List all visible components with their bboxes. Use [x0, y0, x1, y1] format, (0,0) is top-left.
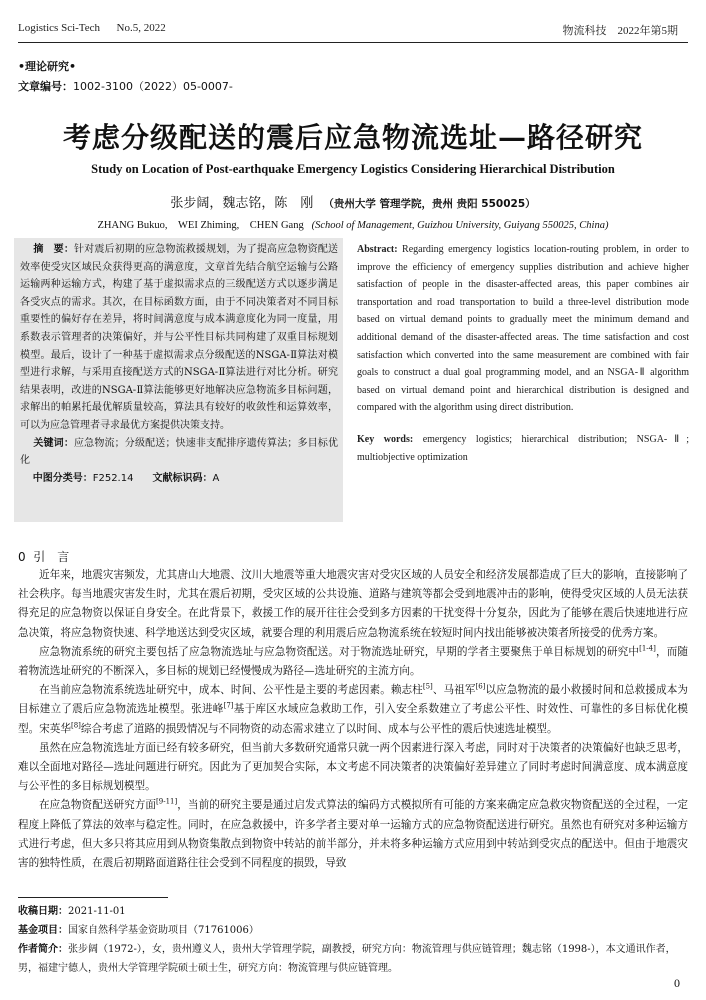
received-date: 2021-11-01	[68, 906, 126, 917]
body-paragraph-3	[18, 681, 688, 739]
keywords-en	[357, 431, 689, 466]
journal-name-zh: 物流科技	[562, 25, 607, 37]
p3-text-a: 在当前应急物流系统选址研究中，成本、时间、公平性是主要的考虑因素。赖志柱	[39, 684, 423, 697]
classification-line	[20, 470, 338, 488]
body-paragraph-4: 虽然在应急物流选址方面已经有较多研究，但当前大多数研究通常只就一两个因素进行深入考虑，同时对于决策者的决策偏好也缺乏思考，难以全面地对路径—选址问题进行研究。因此为了更加契合实际，本文考虑不同决策者的决策偏好差异建立了同时考虑时间满意度、成本满意度与公平性的多目标规划模型。	[18, 741, 688, 793]
footnote-author	[18, 940, 688, 978]
footnotes	[18, 902, 688, 978]
authors-en: ZHANG Bukuo, WEI Zhiming, CHEN Gang	[97, 220, 304, 231]
clc-label: 中图分类号：	[32, 472, 93, 484]
p2-text-b: ，而随着物流选址研究的不断深入，多目标的规划已经慢慢成为路径—选址研究的主流方向。	[18, 645, 689, 678]
section-label: •理论研究•	[18, 60, 77, 73]
received-label: 收稿日期：	[18, 906, 68, 917]
citation: [7]	[223, 701, 234, 710]
footnote-fund	[18, 921, 688, 940]
author-label: 作者简介：	[18, 944, 68, 955]
fund-text: 国家自然科学基金资助项目（71761006）	[68, 925, 259, 936]
abstract-zh-label: 摘 要：	[33, 244, 74, 255]
affiliation-zh: （贵州大学 管理学院，贵州 贵阳 550025）	[323, 198, 536, 210]
section-heading-intro	[18, 548, 69, 565]
citation: [9-11]	[156, 797, 178, 806]
issue-en: No.5, 2022	[116, 22, 166, 34]
authors-en-line	[0, 217, 706, 232]
author-text: 张步阔（1972-），女，贵州遵义人，贵州大学管理学院，副教授，研究方向：物流管理与供应链管理；魏志铭（1998-），本文通讯作者，男，福建宁德人，贵州大学管理学院硕士硕士生，研究方向：物流管理与供应链管理。	[18, 944, 676, 974]
section-title: 引 言	[33, 550, 70, 564]
abstract-zh-paragraph	[20, 241, 338, 435]
keywords-en-text: emergency logistics; hierarchical distribution; NSGA-Ⅱ; multiobjective optimization	[357, 433, 689, 463]
article-number-label: 文章编号：	[18, 80, 73, 93]
page-number: 0	[674, 976, 680, 990]
fund-label: 基金项目：	[18, 925, 68, 936]
body-text	[18, 566, 688, 873]
doc-code-label: 文献标识码：	[152, 472, 213, 484]
abstract-en-paragraph	[357, 241, 689, 417]
issue-zh: 2022年第5期	[617, 25, 678, 37]
p2-text-a: 应急物流系统的研究主要包括了应急物流选址与应急物资配送。对于物流选址研究，早期的学者主要聚焦于单目标规划的研究中	[39, 645, 640, 658]
abstract-en	[357, 241, 689, 466]
abstract-en-text: Regarding emergency logistics location-routing problem, in order to improve the efficiency of emergency supplies distribution and achieve higher satisfaction of people in the disaster-affected areas, this paper combines air transportation and road transportation to build a three-level distribution mode based on virtual demand points to gradually meet the minimum demand and additional demand of the disaster-affected areas. The time satisfaction and cost satisfaction which converted into the same measurement are combined with fair goals to construct a dual goal programming model, and an NSGA-Ⅱ algorithm based on virtual demand point and hierarchical distribution is designed and compared with the algorithm using direct distribution.	[357, 244, 689, 414]
keywords-en-label: Key words:	[357, 433, 414, 445]
authors-zh-line	[0, 192, 706, 211]
body-paragraph-1: 近年来，地震灾害频发，尤其唐山大地震、汶川大地震等重大地震灾害对受灾区域的人员安全和经济发展都造成了巨大的影响，直接影响了社会秩序。每当地震灾害发生时，尤其在震后初期，受灾区域的公共设施、道路与建筑等都会受到地震冲击的影响，使得受灾区域的人员无法获得充足的应急物资以保证自身安全。在此背景下，救援工作的展开往往会受到多方因素的干扰变得十分复杂，因此为了能够在震后快速地进行应急决策，将应急物资快速、科学地送达到受灾区域，就要合理的利用震后应急物流系统在较短时间内找出能够被决策者所接受的优秀方案。	[18, 569, 688, 639]
running-header-left	[18, 22, 166, 34]
header-rule	[18, 42, 688, 43]
title-zh: 考虑分级配送的震后应急物流选址—路径研究	[62, 121, 643, 154]
footnote-received	[18, 902, 688, 921]
keywords-zh	[20, 435, 338, 470]
citation: [5]	[422, 682, 433, 691]
article-number	[18, 78, 233, 94]
p5-text-b: ，当前的研究主要是通过启发式算法的编码方式模拟所有可能的方案来确定应急救灾物资配送的全过程，一定程度上降低了算法的效率与稳定性。同时，在应急救援中，许多学者主要对单一运输方式的应急物资配送进行研究。虽然也有研究对多种运输方式进行考虑，但大多只将其应用到从物资集散点到物资中转站的前半部分，并未将多种运输方式应用到中转站到受灾点的配送中。但由于地震灾害的独特性质，在震后初期路面道路往往会受到不同程度的损毁，导致	[18, 799, 688, 870]
running-header-right	[563, 22, 679, 38]
keywords-zh-label: 关键词：	[33, 437, 74, 449]
footnote-rule	[18, 897, 168, 898]
p5-text-a: 在应急物资配送研究方面	[39, 799, 157, 812]
p3-text-e: 综合考虑了道路的损毁情况与不同物资的动态需求建立了以时间、成本与公平性的震后快速选址模型。	[80, 722, 558, 735]
citation: [8]	[70, 721, 81, 730]
article-number-value: 1002-3100（2022）05-0007-	[73, 80, 233, 93]
authors-zh: 张步阔，魏志铭，陈 刚	[170, 196, 314, 211]
citation: [1-4]	[639, 644, 656, 653]
abstract-zh-text: 针对震后初期的应急物流救援规划，为了提高应急物资配送效率使受灾区域民众获得更高的满意度，文章首先结合航空运输与公路运输两种运输方式，构建了基于虚拟需求点的三级配送方式以逐步满足各受灾点的需求。其次，在目标函数方面，由于不同决策者对不同目标重要性的偏好存在差异，将时间满意度与成本满意度化为同一度量，用系数表示管理者的决策偏好，并与公平性目标共同构建了双重目标规划模型。最后，设计了一种基于虚拟需求点分级配送的NSGA-Ⅱ算法对模型进行求解，与采用直接配送方式的NSGA-Ⅱ算法进行对比分析。研究结果表明，改进的NSGA-Ⅱ算法能够更好地解决应急物流多目标问题，求解出的帕累托最优解质量较高，算法具有较好的收敛性和运算效率，可以为应急管理者寻求最优方案提供决策支持。	[20, 244, 339, 431]
abstract-zh	[20, 241, 338, 487]
p3-text-d: 基于库区水域应急救助工作，引入安全系数建立了考虑公平性、时效性、可靠性的多目标优化模型。宋英华	[18, 703, 689, 735]
body-paragraph-5	[18, 796, 688, 873]
section-number: 0	[18, 550, 26, 564]
affiliation-en: (School of Management, Guizhou University, Guiyang 550025, China)	[311, 220, 609, 231]
citation: [6]	[475, 682, 486, 691]
p3-text-b: 、马祖军	[432, 684, 476, 697]
body-paragraph-2	[18, 643, 688, 681]
p3-text-c: 以应急物流的最小救援时间和总救援成本为目标建立了震后应急物流选址模型。张进峰	[18, 684, 689, 716]
abstract-en-label: Abstract:	[357, 244, 398, 255]
title-en: Study on Location of Post-earthquake Emergency Logistics Considering Hierarchical Distribution	[91, 162, 615, 176]
clc-value: F252.14	[92, 472, 134, 484]
doc-code-value: A	[212, 472, 220, 484]
journal-name-en: Logistics Sci-Tech	[18, 22, 101, 34]
keywords-zh-text: 应急物流；分级配送；快速非支配排序遗传算法；多目标优化	[20, 437, 339, 467]
